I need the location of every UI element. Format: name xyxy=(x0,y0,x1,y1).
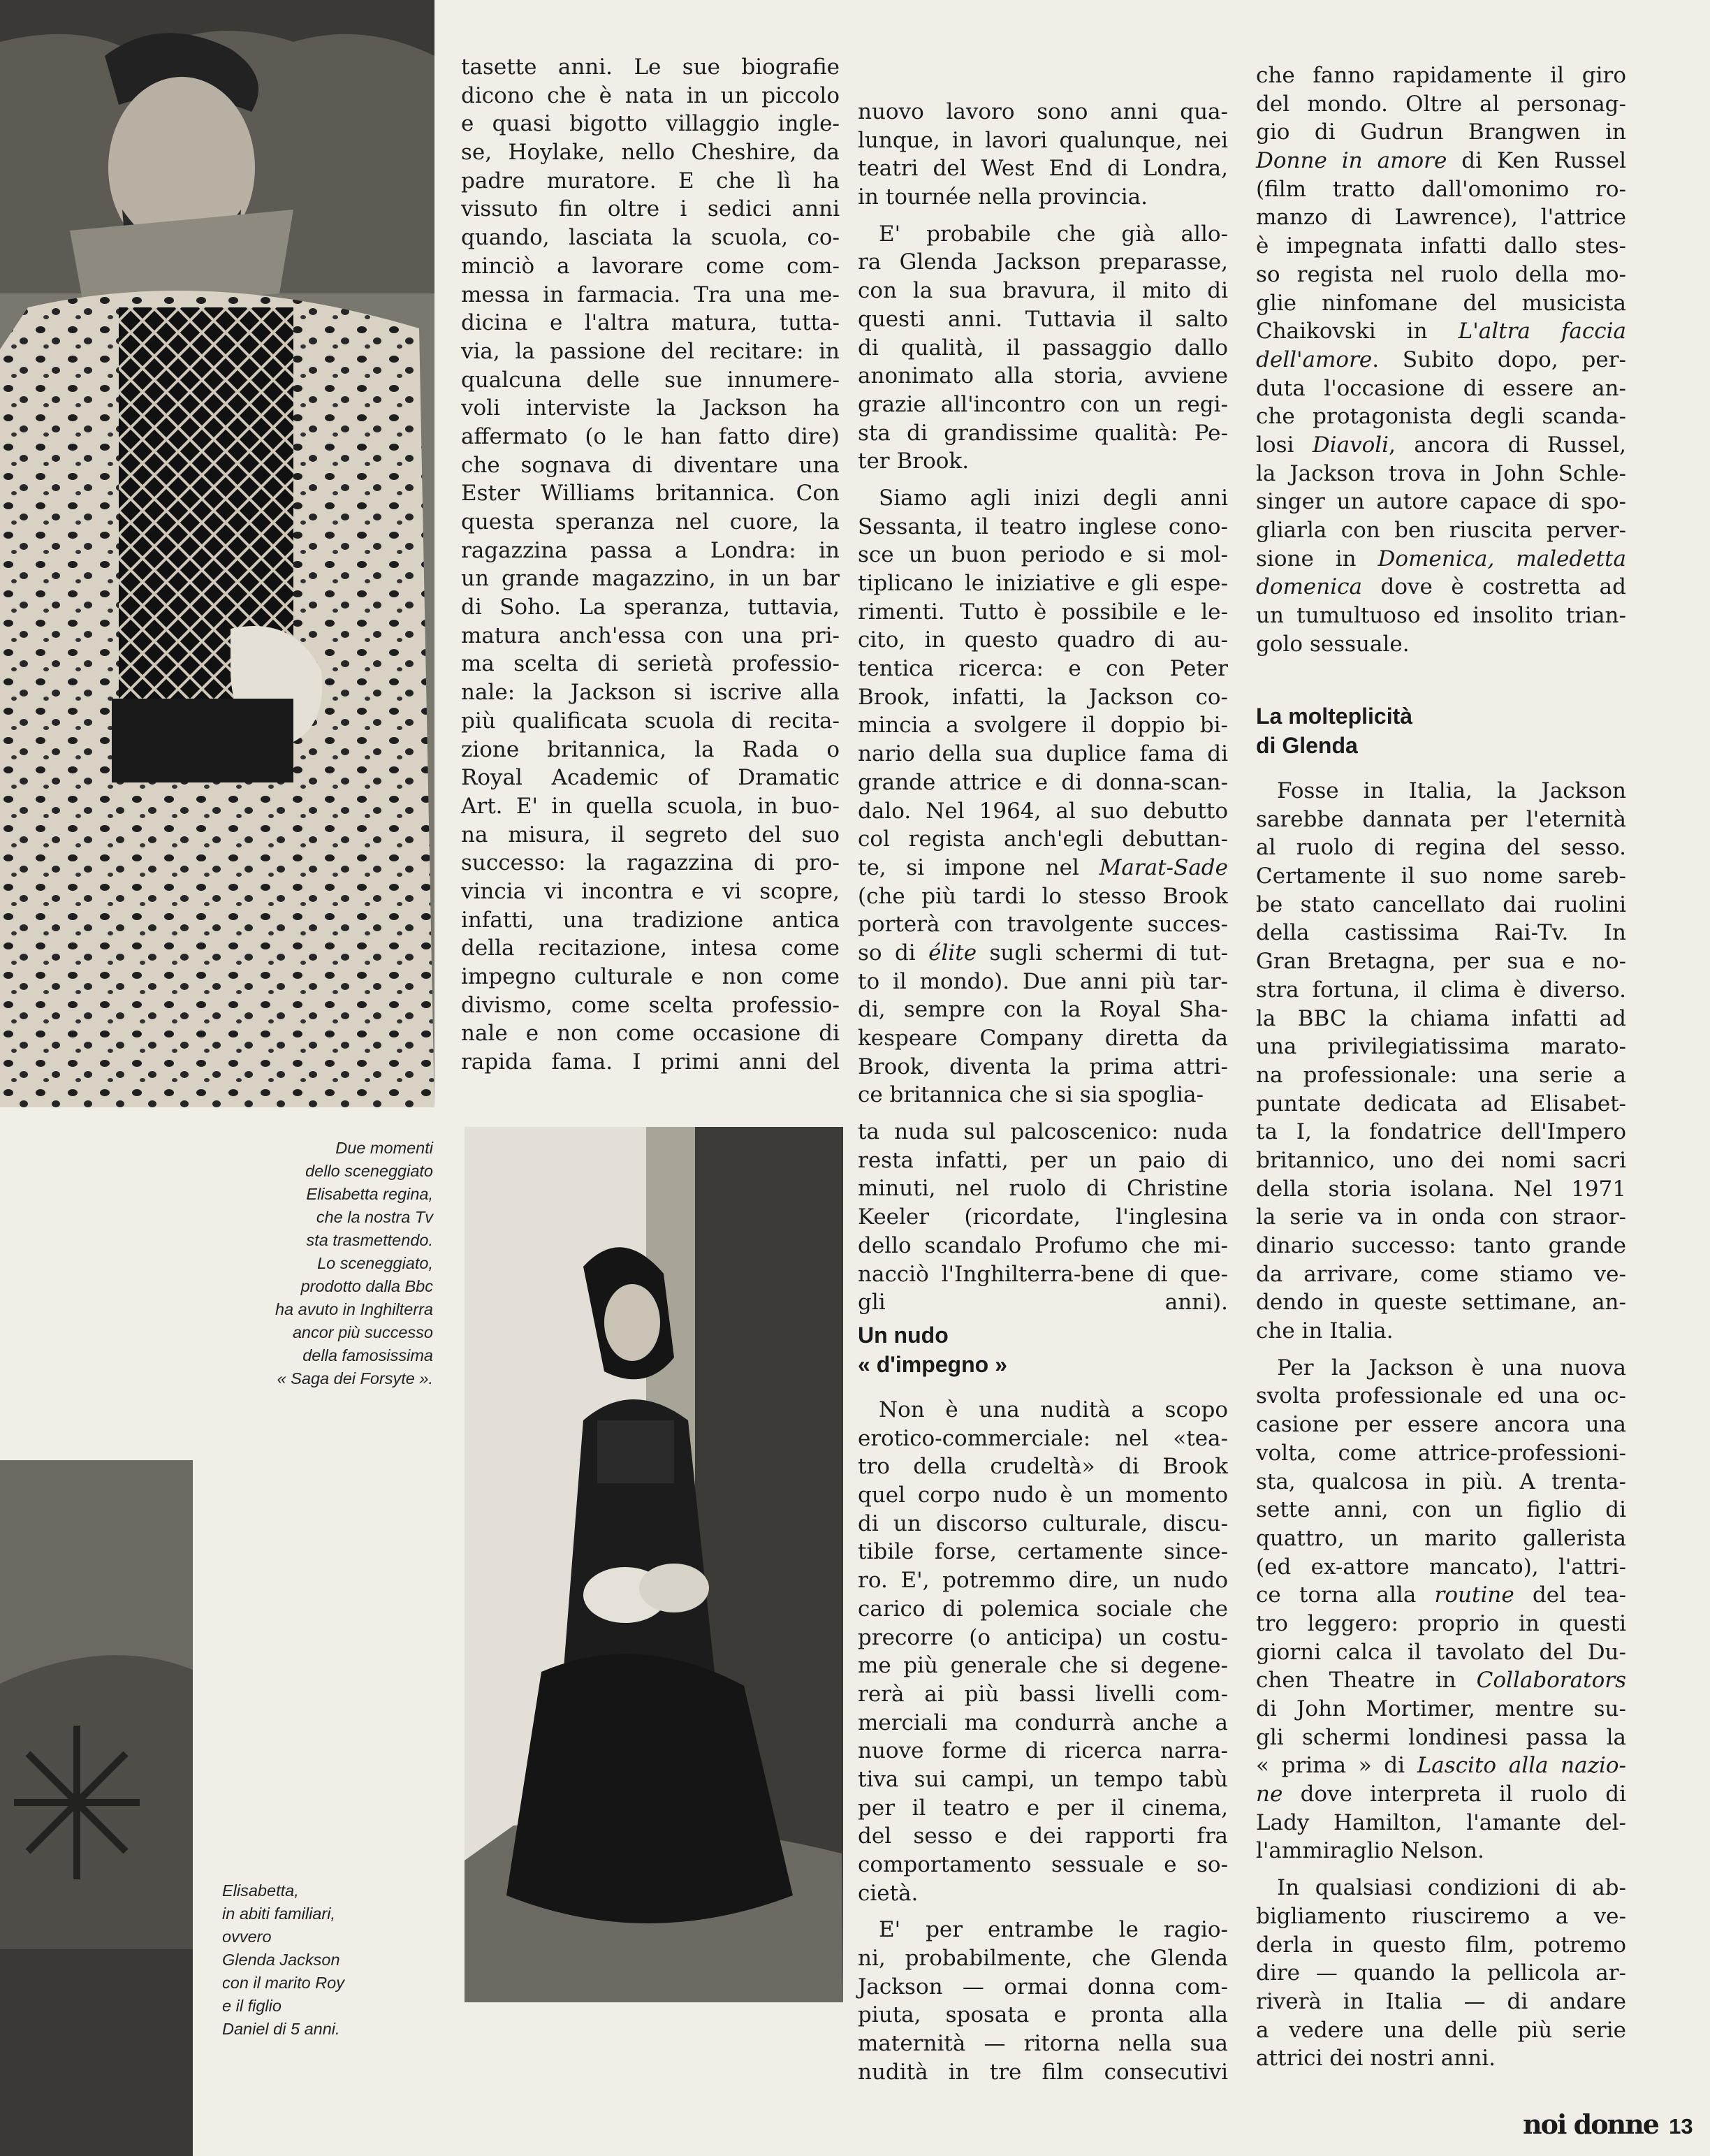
text-line: Keeler (ricordate, l'inglesina xyxy=(858,1204,1228,1230)
section-heading-line: Un nudo xyxy=(858,1323,949,1348)
text-line: ta I, la fondatrice dell'Impero xyxy=(1256,1119,1626,1145)
caption-line: sta trasmettendo. xyxy=(306,1231,433,1249)
section-heading xyxy=(1256,701,1626,760)
text-line: di John Mortimer, mentre su- xyxy=(1256,1696,1626,1721)
text-line: ro. E', potremmo dire, un nudo xyxy=(858,1568,1228,1594)
photo-left-strip xyxy=(0,1460,193,2156)
text-line: Art. E' in quella scuola, in buo- xyxy=(461,793,840,819)
text-line: Non è una nudità a scopo xyxy=(879,1397,1228,1422)
text-line: per il teatro e per il cinema, xyxy=(858,1795,1228,1821)
text-line: britannico, uno dei nomi sacri xyxy=(1256,1147,1626,1173)
text-line: rapida fama. I primi anni del xyxy=(461,1049,840,1075)
text-line: Certamente il suo nome sareb- xyxy=(1256,864,1626,889)
text-line: Donne in amore di Ken Russel xyxy=(1256,148,1627,174)
text-line: sarebbe dannata per l'eternità xyxy=(1256,806,1626,832)
text-line: resta infatti, per un paio di xyxy=(858,1147,1228,1173)
caption-top xyxy=(224,1137,433,1390)
text-line: minuti, nel ruolo di Christine xyxy=(858,1176,1228,1202)
text-line: cito, in questo quadro di au- xyxy=(858,627,1228,653)
text-line: gli anni). xyxy=(858,1290,1228,1316)
text-line: na professionale: una serie a xyxy=(1256,1062,1626,1088)
caption-bottom xyxy=(222,1879,432,2041)
text-line: porterà con travolgente succes- xyxy=(858,912,1228,938)
caption-line: dello sceneggiato xyxy=(305,1162,433,1180)
caption-line: ha avuto in Inghilterra xyxy=(275,1300,433,1318)
text-line: quattro, un marito gallerista xyxy=(1256,1525,1626,1551)
text-line: rerà ai più bassi livelli com- xyxy=(858,1681,1228,1707)
text-line: nacciò l'Inghilterra-bene di que- xyxy=(858,1261,1228,1287)
caption-line: « Saga dei Forsyte ». xyxy=(277,1369,433,1387)
text-line: dicono che è nata in un piccolo xyxy=(461,82,840,108)
text-line: so regista nel ruolo della mo- xyxy=(1256,261,1626,287)
text-line: grande attrice e di donna-scan- xyxy=(858,769,1228,795)
text-line: ra Glenda Jackson preparasse, xyxy=(858,249,1228,275)
article-column-2-section xyxy=(858,1320,1228,2087)
text-line: Jackson — ormai donna com- xyxy=(858,1974,1228,2000)
text-line: tro leggero: proprio in questi xyxy=(1256,1610,1626,1636)
text-line: tro della crudeltà» di Brook xyxy=(858,1454,1228,1480)
photo-elizabethan-costume xyxy=(0,0,434,1107)
text-line: di qualità, il passaggio dallo xyxy=(858,335,1228,360)
text-line: l'ammiraglio Nelson. xyxy=(1256,1838,1484,1864)
text-line: che protagonista degli scanda- xyxy=(1256,404,1626,430)
text-line: voli interviste la Jackson ha xyxy=(461,395,840,421)
text-line: E' probabile che già allo- xyxy=(879,221,1228,247)
text-line: quel corpo nudo è un momento xyxy=(858,1483,1228,1508)
text-line: chen Theatre in Collaborators xyxy=(1256,1668,1626,1694)
article-column-3-section xyxy=(1256,701,1626,2073)
text-line: che fanno rapidamente il giro xyxy=(1256,63,1626,88)
text-line: golo sessuale. xyxy=(1256,631,1410,657)
text-line: singer un autore capace di spo- xyxy=(1256,489,1626,515)
text-line: questi anni. Tuttavia il salto xyxy=(858,306,1228,332)
text-line: della storia isolana. Nel 1971 xyxy=(1256,1176,1626,1202)
text-line: derla in questo film, potremo xyxy=(1256,1932,1626,1958)
text-line: ragazzina passa a Londra: in xyxy=(461,537,840,563)
text-line: svolta professionale ed una oc- xyxy=(1256,1383,1626,1409)
caption-line: con il marito Roy xyxy=(222,1974,344,1992)
text-line: una privilegiatissima marato- xyxy=(1256,1034,1626,1060)
text-line: se, Hoylake, nello Cheshire, da xyxy=(461,140,840,166)
text-line: nale e non come occasione di xyxy=(461,1021,840,1047)
text-line: duta l'occasione di essere an- xyxy=(1256,375,1626,401)
text-line: di, sempre con la Royal Sha- xyxy=(858,997,1228,1023)
text-line: più qualificata scuola di recita- xyxy=(461,708,840,734)
text-line: Fosse in Italia, la Jackson xyxy=(1277,778,1626,803)
text-line: da arrivare, come stiamo ve- xyxy=(1256,1261,1626,1287)
text-line: volta, come attrice-professioni- xyxy=(1256,1440,1626,1466)
text-line: quando, lasciata la scuola, co- xyxy=(461,225,840,251)
text-line: tentica ricerca: e con Peter xyxy=(858,656,1228,682)
text-line: cietà. xyxy=(858,1880,919,1906)
text-line: te, si impone nel Marat-Sade xyxy=(858,854,1228,880)
text-line: via, la passione del recitare: in xyxy=(461,338,840,364)
page-footer xyxy=(1523,2108,1693,2140)
text-line: è impegnata infatti dallo stes- xyxy=(1256,233,1626,259)
text-line: affermato (o le han fatto dire) xyxy=(461,423,840,449)
text-line: piuta, sposata e pronta alla xyxy=(858,2002,1228,2028)
text-line: gli schermi londinesi passa la xyxy=(1256,1724,1626,1750)
text-line: infatti, una tradizione antica xyxy=(461,907,840,933)
text-line: divismo, come scelta professio- xyxy=(461,992,840,1018)
text-line: grazie all'incontro con un regi- xyxy=(858,391,1228,417)
text-line: Ester Williams britannica. Con xyxy=(461,481,840,507)
text-line: ter Brook. xyxy=(858,449,970,474)
text-line: impegno culturale e non come xyxy=(461,964,840,989)
text-line: tiva sui campi, un tempo tabù xyxy=(858,1766,1228,1792)
text-line: Chaikovski in L'altra faccia xyxy=(1256,319,1626,344)
text-line: la BBC la chiama infatti ad xyxy=(1256,1005,1626,1031)
text-line: vincia vi incontra e vi scopre, xyxy=(461,878,840,904)
text-line: ne dove interpreta il ruolo di xyxy=(1256,1782,1626,1807)
section-heading xyxy=(858,1320,1228,1379)
text-line: Royal Academic of Dramatic xyxy=(461,765,840,791)
text-line: zione britannica, la Rada o xyxy=(461,736,840,762)
text-line: dell'amore. Subito dopo, per- xyxy=(1256,347,1626,372)
text-line: precorre (o anticipa) un costu- xyxy=(858,1624,1228,1650)
caption-line: Lo sceneggiato, xyxy=(317,1254,433,1272)
text-line: E' per entrambe le ragio- xyxy=(879,1917,1228,1943)
text-line: ce torna alla routine del tea- xyxy=(1256,1582,1626,1608)
text-line: casione per essere ancora una xyxy=(1256,1412,1626,1438)
caption-line: in abiti familiari, xyxy=(222,1904,335,1923)
caption-line: ancor più successo xyxy=(292,1323,433,1341)
text-line: nuove forme di ricerca narra- xyxy=(858,1738,1228,1764)
article-column-3 xyxy=(1256,61,1626,658)
caption-line: ovvero xyxy=(222,1928,272,1946)
caption-line: e il figlio xyxy=(222,1997,282,2015)
text-line: Siamo agli inizi degli anni xyxy=(879,485,1228,511)
text-line: losi Diavoli, ancora di Russel, xyxy=(1256,432,1626,458)
text-line: kespeare Company diretta da xyxy=(858,1026,1228,1051)
text-line: padre muratore. E che lì ha xyxy=(461,168,840,194)
section-heading-line: « d'impegno » xyxy=(858,1352,1007,1377)
text-line: ma scelta di serietà professio- xyxy=(461,651,840,677)
text-line: Sessanta, il teatro inglese cono- xyxy=(858,513,1228,539)
text-line: messa in farmacia. Tra una me- xyxy=(461,282,840,307)
text-line: al ruolo di regina del sesso. xyxy=(1256,835,1626,861)
text-line: domenica dove è costretta ad xyxy=(1256,574,1626,600)
text-line: rimenti. Tutto è possibile e le- xyxy=(858,599,1228,625)
text-line: dinario successo: tanto grande xyxy=(1256,1233,1626,1258)
text-line: glie ninfomane del musicista xyxy=(1256,290,1626,316)
text-line: sta, qualcosa in più. A trenta- xyxy=(1256,1469,1626,1494)
text-line: me più generale che si degene- xyxy=(858,1653,1228,1679)
text-line: tiplicano le iniziative e gli espe- xyxy=(858,571,1228,596)
text-line: e quasi bigotto villaggio ingle- xyxy=(461,111,840,137)
text-line: matura anch'essa con una pri- xyxy=(461,622,840,648)
text-line: un tumultuoso ed insolito trian- xyxy=(1256,603,1626,629)
text-line: nudità in tre film consecutivi xyxy=(858,2059,1228,2085)
text-line: minciò a lavorare come com- xyxy=(461,253,840,279)
text-line: qualcuna delle sue innumere- xyxy=(461,367,840,393)
text-line: dire — quando la pellicola ar- xyxy=(1256,1960,1626,1986)
caption-line: della famosissima xyxy=(302,1346,433,1364)
text-line: della castissima Rai-Tv. In xyxy=(1256,920,1626,946)
text-line: attrici dei nostri anni. xyxy=(1256,2046,1496,2071)
text-line: sette anni, con un figlio di xyxy=(1256,1497,1626,1523)
text-line: dello scandalo Profumo che mi- xyxy=(858,1232,1228,1258)
text-line: nario della sua duplice fama di xyxy=(858,741,1228,767)
text-line: mincia a svolgere il doppio bi- xyxy=(858,713,1228,738)
text-line: Per la Jackson è una nuova xyxy=(1277,1355,1626,1381)
text-line: gliarla con ben riuscita perver- xyxy=(1256,518,1626,543)
text-line: Brook, diventa la prima attri- xyxy=(858,1054,1228,1079)
article-column-1 xyxy=(461,53,840,1077)
text-line: Lady Hamilton, l'amante del- xyxy=(1256,1809,1626,1835)
text-line: dicina e l'altra matura, tutta- xyxy=(461,310,840,336)
text-line: comportamento sessuale e so- xyxy=(858,1852,1228,1877)
text-line: maternità — ritorna nella sua xyxy=(858,2031,1228,2057)
text-line: Brook, infatti, la Jackson co- xyxy=(858,684,1228,710)
text-line: nuovo lavoro sono anni qua- xyxy=(858,99,1228,124)
magazine-logo: noi donne xyxy=(1523,2108,1658,2140)
text-line: della recitazione, intesa come xyxy=(461,935,840,961)
text-line: in tournée nella provincia. xyxy=(858,184,1148,210)
text-line: erotico-commerciale: nel «tea- xyxy=(858,1425,1228,1451)
text-line: be stato cancellato dai ruolini xyxy=(1256,891,1626,917)
text-line: (film tratto dall'omonimo ro- xyxy=(1256,176,1626,202)
section-heading-line: di Glenda xyxy=(1256,733,1358,758)
text-line: ce britannica che si sia spoglia- xyxy=(858,1082,1204,1108)
text-line: che in Italia. xyxy=(1256,1318,1394,1344)
caption-line: Elisabetta regina, xyxy=(306,1185,433,1203)
text-line: successo: la ragazzina di pro- xyxy=(461,850,840,876)
text-line: col regista anch'egli debuttan- xyxy=(858,826,1228,852)
text-line: carico di polemica sociale che xyxy=(858,1596,1228,1622)
text-line: di un discorso culturale, discu- xyxy=(858,1510,1228,1536)
text-line: dalo. Nel 1964, al suo debutto xyxy=(858,798,1228,824)
text-line: sce un buon periodo e si mol- xyxy=(858,542,1228,568)
text-line: giorni calca il tavolato del Du- xyxy=(1256,1639,1626,1665)
text-line: In qualsiasi condizioni di ab- xyxy=(1277,1875,1626,1901)
text-line: so di élite sugli schermi di tut- xyxy=(858,940,1228,966)
caption-line: Glenda Jackson xyxy=(222,1951,340,1969)
text-line: anonimato alla storia, avviene xyxy=(858,363,1228,389)
text-line: con la sua bravura, il mito di xyxy=(858,278,1228,304)
caption-line: Daniel di 5 anni. xyxy=(222,2020,340,2038)
text-line: del sesso e dei rapporti fra xyxy=(858,1823,1228,1849)
caption-line: Due momenti xyxy=(335,1139,433,1157)
text-line: merciali ma condurrà anche a xyxy=(858,1710,1228,1735)
caption-line: prodotto dalla Bbc xyxy=(300,1277,433,1295)
text-line: che sognava di diventare una xyxy=(461,452,840,478)
section-heading-line: La molteplicità xyxy=(1256,704,1413,729)
text-line: a vedere una delle più serie xyxy=(1256,2017,1626,2043)
caption-line: che la nostra Tv xyxy=(316,1208,433,1226)
text-line: ta nuda sul palcoscenico: nuda xyxy=(858,1119,1228,1145)
text-line: tasette anni. Le sue biografie xyxy=(461,54,840,80)
text-line: la serie va in onda con straor- xyxy=(1256,1204,1626,1230)
text-line: nale: la Jackson si iscrive alla xyxy=(461,680,840,706)
text-line: manzo di Lawrence), l'attrice xyxy=(1256,205,1626,231)
text-line: Gran Bretagna, per sua e no- xyxy=(1256,949,1626,975)
text-line: na misura, il segreto del suo xyxy=(461,822,840,847)
text-line: gio di Gudrun Brangwen in xyxy=(1256,119,1626,145)
text-line: sta di grandissime qualità: Pe- xyxy=(858,420,1228,446)
text-line: (ed ex-attore mancato), l'attri- xyxy=(1256,1554,1626,1580)
text-line: bigliamento riusciremo a ve- xyxy=(1256,1903,1626,1929)
text-line: tibile forse, certamente since- xyxy=(858,1539,1228,1565)
text-line: riverà in Italia — di andare xyxy=(1256,1988,1626,2014)
text-line: to il mondo). Due anni più tar- xyxy=(858,968,1228,994)
text-line: puntate dedicata ad Elisabet- xyxy=(1256,1091,1626,1116)
text-line: di Soho. La speranza, tuttavia, xyxy=(461,595,840,620)
text-line: questa speranza nel cuore, la xyxy=(461,509,840,534)
text-line: ni, probabilmente, che Glenda xyxy=(858,1946,1228,1972)
text-line: vissuto fin oltre i sedici anni xyxy=(461,196,840,222)
text-line: (che più tardi lo stesso Brook xyxy=(858,883,1228,909)
text-line: dendo in queste settimane, an- xyxy=(1256,1290,1626,1316)
text-line: la Jackson trova in John Schle- xyxy=(1256,460,1626,486)
text-line: « prima » di Lascito alla nazio- xyxy=(1256,1753,1626,1779)
text-line: lunque, in lavori qualunque, nei xyxy=(858,127,1228,153)
text-line: teatri del West End di Londra, xyxy=(858,156,1228,182)
text-line: sione in Domenica, maledetta xyxy=(1256,546,1626,571)
caption-line: Elisabetta, xyxy=(222,1881,299,1900)
article-column-2 xyxy=(858,98,1228,1317)
photo-glenda-jackson-gown xyxy=(465,1127,843,2002)
text-line: del mondo. Oltre al personag- xyxy=(1256,91,1626,117)
text-line: un grande magazzino, in un bar xyxy=(461,566,840,592)
text-line: stra fortuna, il clima è diverso. xyxy=(1256,977,1626,1003)
page-number: 13 xyxy=(1669,2114,1693,2139)
